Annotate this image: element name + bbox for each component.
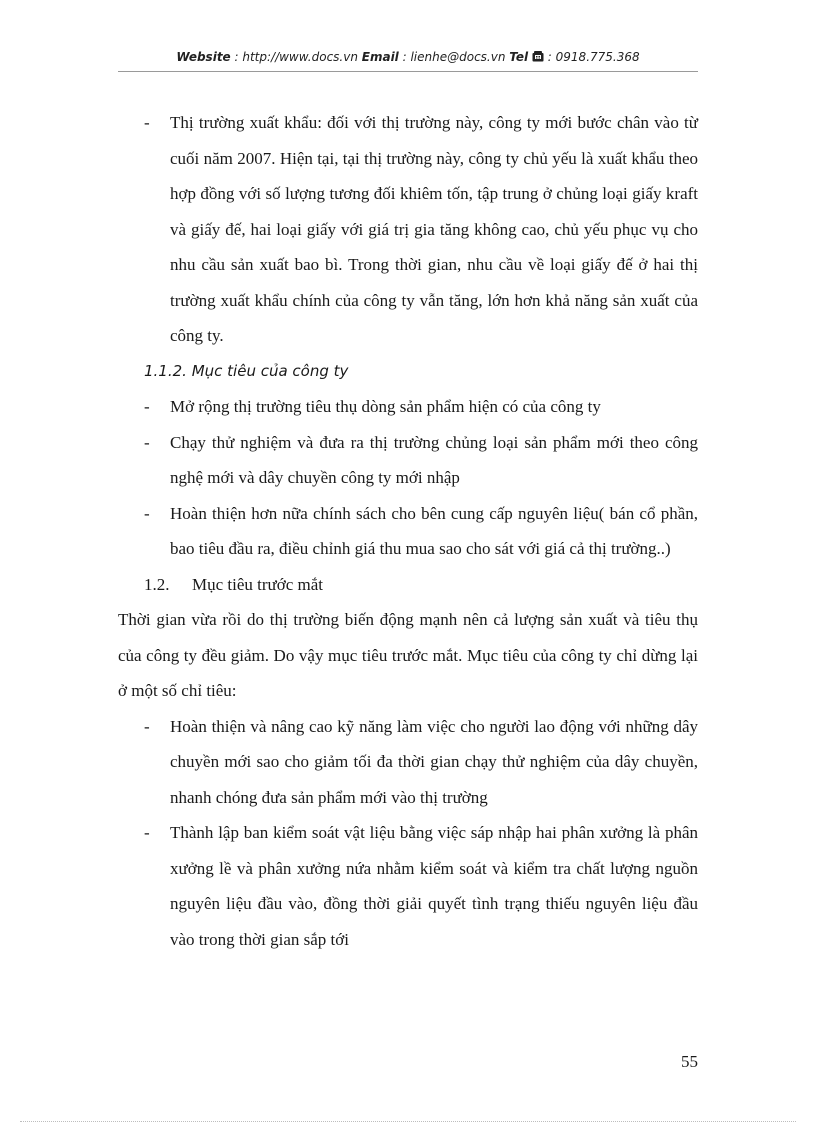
email-value: : lienhe@docs.vn [398,50,510,64]
short-term-item [118,815,698,957]
short-term-item [118,709,698,816]
goal-item [118,425,698,496]
website-value: : http://www.docs.vn [230,50,362,64]
section-heading [118,567,698,603]
tel-label: Tel [509,50,529,64]
goal-text: Hoàn thiện hơn nữa chính sách cho bên cung cấp nguyên liệu( bán cổ phần, bao tiêu đầu ra, điều chỉnh giá thu mua sao cho sát với giá cả thị trường..) [170,503,698,558]
telephone-icon [532,51,544,62]
header-rule [118,71,698,72]
email-label: Email [361,50,399,64]
bullet-marker: - [144,397,150,416]
goal-text: Chạy thử nghiệm và đưa ra thị trường chủng loại sản phẩm mới theo công nghệ mới và dây chuyền công ty mới nhập [170,432,698,487]
goal-item [118,496,698,567]
section-title: Mục tiêu trước mắt [192,574,324,594]
goal-item [118,389,698,425]
tel-value: : 0918.775.368 [543,50,640,64]
website-label: Website [176,50,231,64]
bullet-export-market [118,105,698,354]
body-paragraph: Thời gian vừa rồi do thị trường biến động mạnh nên cả lượng sản xuất và tiêu thụ của công ty đều giảm. Do vậy mục tiêu trước mắt. Mục tiêu của công ty chỉ dừng lại ở một số chỉ tiêu: [118,610,698,700]
section-number: 1.2. [144,574,170,594]
bullet-marker: - [144,823,150,842]
page-content [118,105,698,957]
bullet-marker: - [144,432,150,452]
bullet-marker: - [144,113,150,132]
footer-rule [20,1121,796,1122]
subheading-company-goals: 1.1.2. Mục tiêu của công ty [144,361,349,380]
bullet-marker: - [144,716,150,736]
short-term-text: Hoàn thiện và nâng cao kỹ năng làm việc cho người lao động với những dây chuyền mới sao cho giảm tối đa thời gian chạy thử nghiệm của dây chuyền, nhanh chóng đưa sản phẩm mới vào thị trường [170,716,698,807]
short-term-text: Thành lập ban kiểm soát vật liệu bằng việc sáp nhập hai phân xưởng là phân xưởng lề và phân xưởng nứa nhằm kiểm soát và kiểm tra chất lượng nguồn nguyên liệu đầu vào, đồng thời giải quyết tình trạng thiếu nguyên liệu đầu vào trong thời gian sắp tới [170,823,698,949]
bullet-text: Thị trường xuất khẩu: đối với thị trường này, công ty mới bước chân vào từ cuối năm 2007. Hiện tại, tại thị trường này, công ty chủ yếu là xuất khẩu theo hợp đồng với số lượng tương đối khiêm tốn, tập trung ở chủng loại giấy kraft và giấy đế, hai loại giấy với giá trị gia tăng không cao, chủ yếu phục vụ cho nhu cầu sản xuất bao bì. Trong thời gian, nhu cầu về loại giấy đế ở hai thị trường xuất khẩu chính của công ty vẫn tăng, lớn hơn khả năng sản xuất của công ty. [170,113,698,345]
page-header [118,50,698,64]
bullet-marker: - [144,503,150,523]
page-number: 55 [681,1052,698,1071]
goal-text: Mở rộng thị trường tiêu thụ dòng sản phẩm hiện có của công ty [170,397,601,416]
